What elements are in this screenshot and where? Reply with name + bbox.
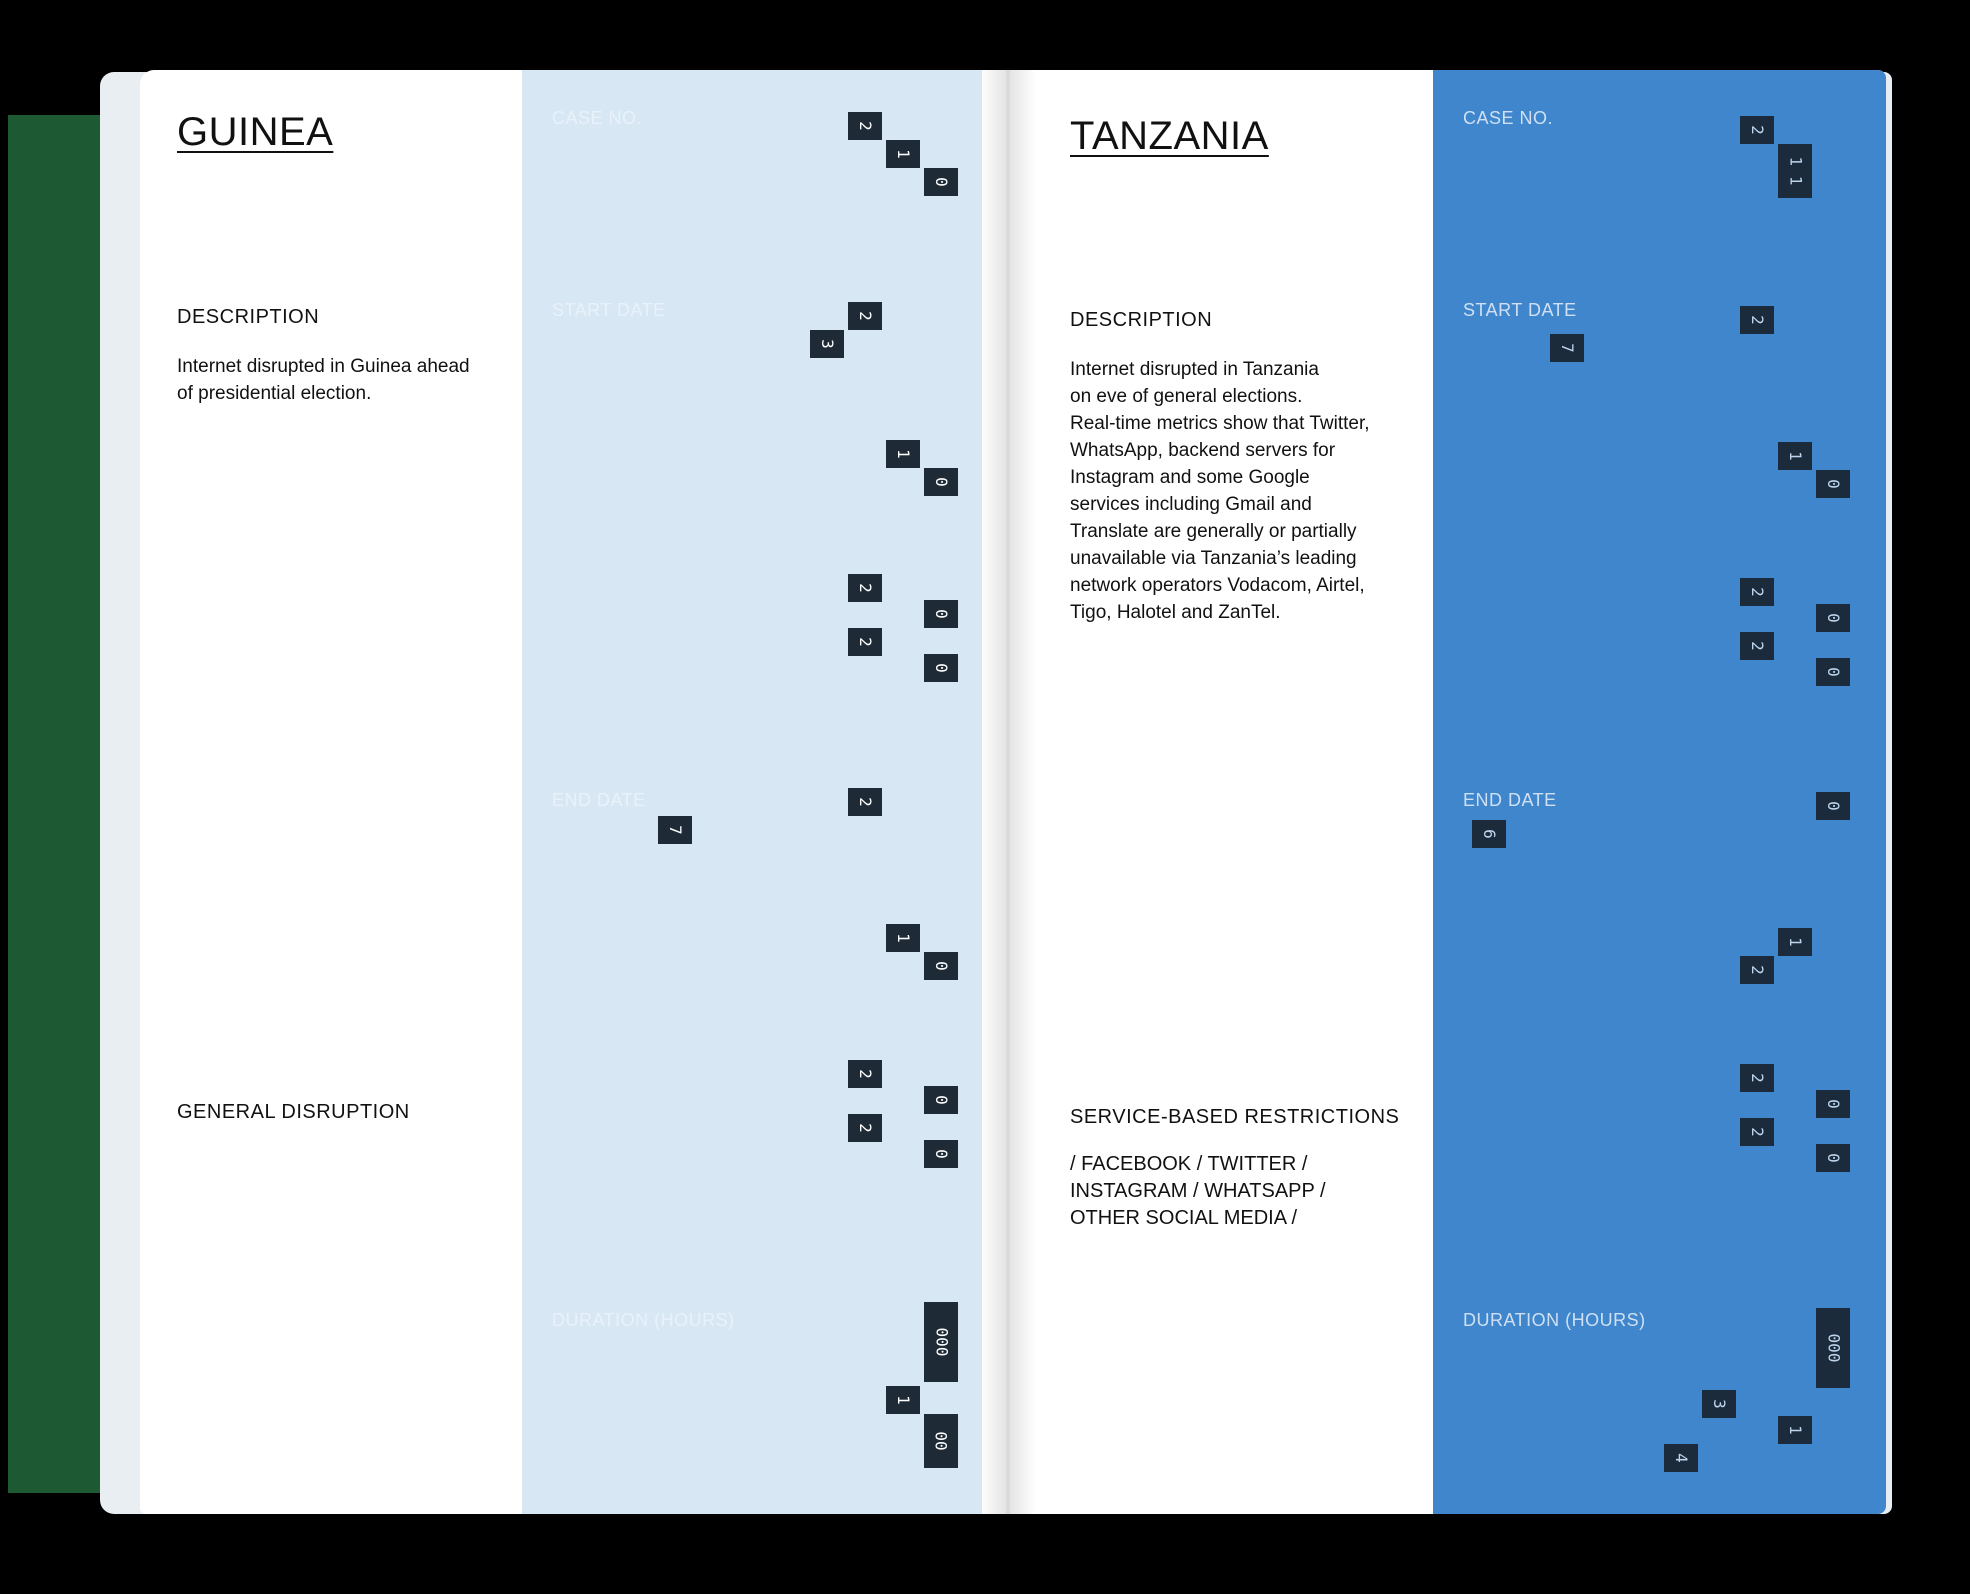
case-no-label: CASE NO. — [552, 108, 643, 128]
start-date-digit: 2 — [848, 628, 882, 656]
case-digit: 0 — [924, 168, 958, 196]
description-line: Instagram and some Google — [1070, 467, 1310, 488]
start-date-digit: 0 — [1816, 604, 1850, 632]
end-date-digit: 1 — [1778, 928, 1812, 956]
case-no-label: CASE NO. — [1463, 108, 1554, 128]
start-date-digit: 2 — [1740, 578, 1774, 606]
duration-digit: 1 — [886, 1386, 920, 1414]
end-date-digit: 0 — [924, 1086, 958, 1114]
start-date-digit: 1 — [1778, 442, 1812, 470]
case-digit: 2 — [848, 112, 882, 140]
description-line: Translate are generally or partially — [1070, 521, 1357, 542]
duration-digit: 1 — [1778, 1416, 1812, 1444]
description-text — [1070, 356, 1370, 626]
restriction-type-label: SERVICE-BASED RESTRICTIONS — [1070, 1106, 1400, 1128]
start-date-digit: 2 — [1740, 632, 1774, 660]
start-date-digit: 2 — [1740, 306, 1774, 334]
duration-digit: 000 — [1816, 1308, 1850, 1388]
start-date-digit: 1 — [886, 440, 920, 468]
restricted-services-line: OTHER SOCIAL MEDIA / — [1070, 1207, 1298, 1229]
restricted-services — [1070, 1151, 1326, 1232]
start-date-digit: 0 — [924, 654, 958, 682]
end-date-digit: 0 — [1816, 1090, 1850, 1118]
end-date-digit: 2 — [848, 1114, 882, 1142]
start-date-digit: 2 — [848, 302, 882, 330]
start-date-digit: 0 — [924, 600, 958, 628]
duration-digit: 00 — [924, 1414, 958, 1468]
end-date-digit: 2 — [1740, 956, 1774, 984]
start-date-digit: 7 — [1550, 334, 1584, 362]
start-date-digit: 0 — [924, 468, 958, 496]
description-label: DESCRIPTION — [177, 306, 320, 328]
duration-label: DURATION (HOURS) — [552, 1310, 735, 1330]
end-date-digit: 0 — [1816, 792, 1850, 820]
right-page — [1008, 70, 1886, 1514]
restricted-services-line: / FACEBOOK / TWITTER / — [1070, 1153, 1308, 1175]
description-text — [177, 353, 470, 407]
description-line: Internet disrupted in Tanzania — [1070, 359, 1319, 380]
description-line: Internet disrupted in Guinea ahead — [177, 356, 470, 377]
country-title: GUINEA — [177, 110, 334, 154]
start-date-digit: 0 — [1816, 658, 1850, 686]
end-date-label: END DATE — [552, 790, 646, 810]
duration-label: DURATION (HOURS) — [1463, 1310, 1646, 1330]
description-line: Real-time metrics show that Twitter, — [1070, 413, 1370, 434]
description-line: WhatsApp, backend servers for — [1070, 440, 1336, 461]
case-digit: 2 — [1740, 116, 1774, 144]
end-date-digit: 7 — [658, 816, 692, 844]
case-digit: 1 — [886, 140, 920, 168]
left-page — [140, 70, 1008, 1514]
end-date-digit: 2 — [848, 788, 882, 816]
end-date-digit: 2 — [848, 1060, 882, 1088]
end-date-digit: 0 — [924, 1140, 958, 1168]
duration-digit: 3 — [1702, 1390, 1736, 1418]
description-line: Tigo, Halotel and ZanTel. — [1070, 602, 1281, 623]
case-digit: 1 1 — [1778, 144, 1812, 198]
duration-digit: 4 — [1664, 1444, 1698, 1472]
description-label: DESCRIPTION — [1070, 309, 1213, 331]
disruption-type-label: GENERAL DISRUPTION — [177, 1101, 410, 1123]
start-date-label: START DATE — [1463, 300, 1577, 320]
description-line: of presidential election. — [177, 383, 372, 404]
start-date-digit: 0 — [1816, 470, 1850, 498]
end-date-digit: 0 — [1816, 1144, 1850, 1172]
end-date-digit: 2 — [1740, 1064, 1774, 1092]
description-line: services including Gmail and — [1070, 494, 1312, 515]
description-line: network operators Vodacom, Airtel, — [1070, 575, 1365, 596]
end-date-digit: 1 — [886, 924, 920, 952]
end-date-digit: 2 — [1740, 1118, 1774, 1146]
start-date-digit: 3 — [810, 330, 844, 358]
description-line: on eve of general elections. — [1070, 386, 1303, 407]
country-title: TANZANIA — [1070, 114, 1269, 158]
end-date-label: END DATE — [1463, 790, 1557, 810]
start-date-label: START DATE — [552, 300, 666, 320]
end-date-digit: 0 — [924, 952, 958, 980]
restricted-services-line: INSTAGRAM / WHATSAPP / — [1070, 1180, 1326, 1202]
start-date-digit: 2 — [848, 574, 882, 602]
duration-digit: 000 — [924, 1302, 958, 1382]
description-line: unavailable via Tanzania’s leading — [1070, 548, 1357, 569]
end-date-digit: 6 — [1472, 820, 1506, 848]
